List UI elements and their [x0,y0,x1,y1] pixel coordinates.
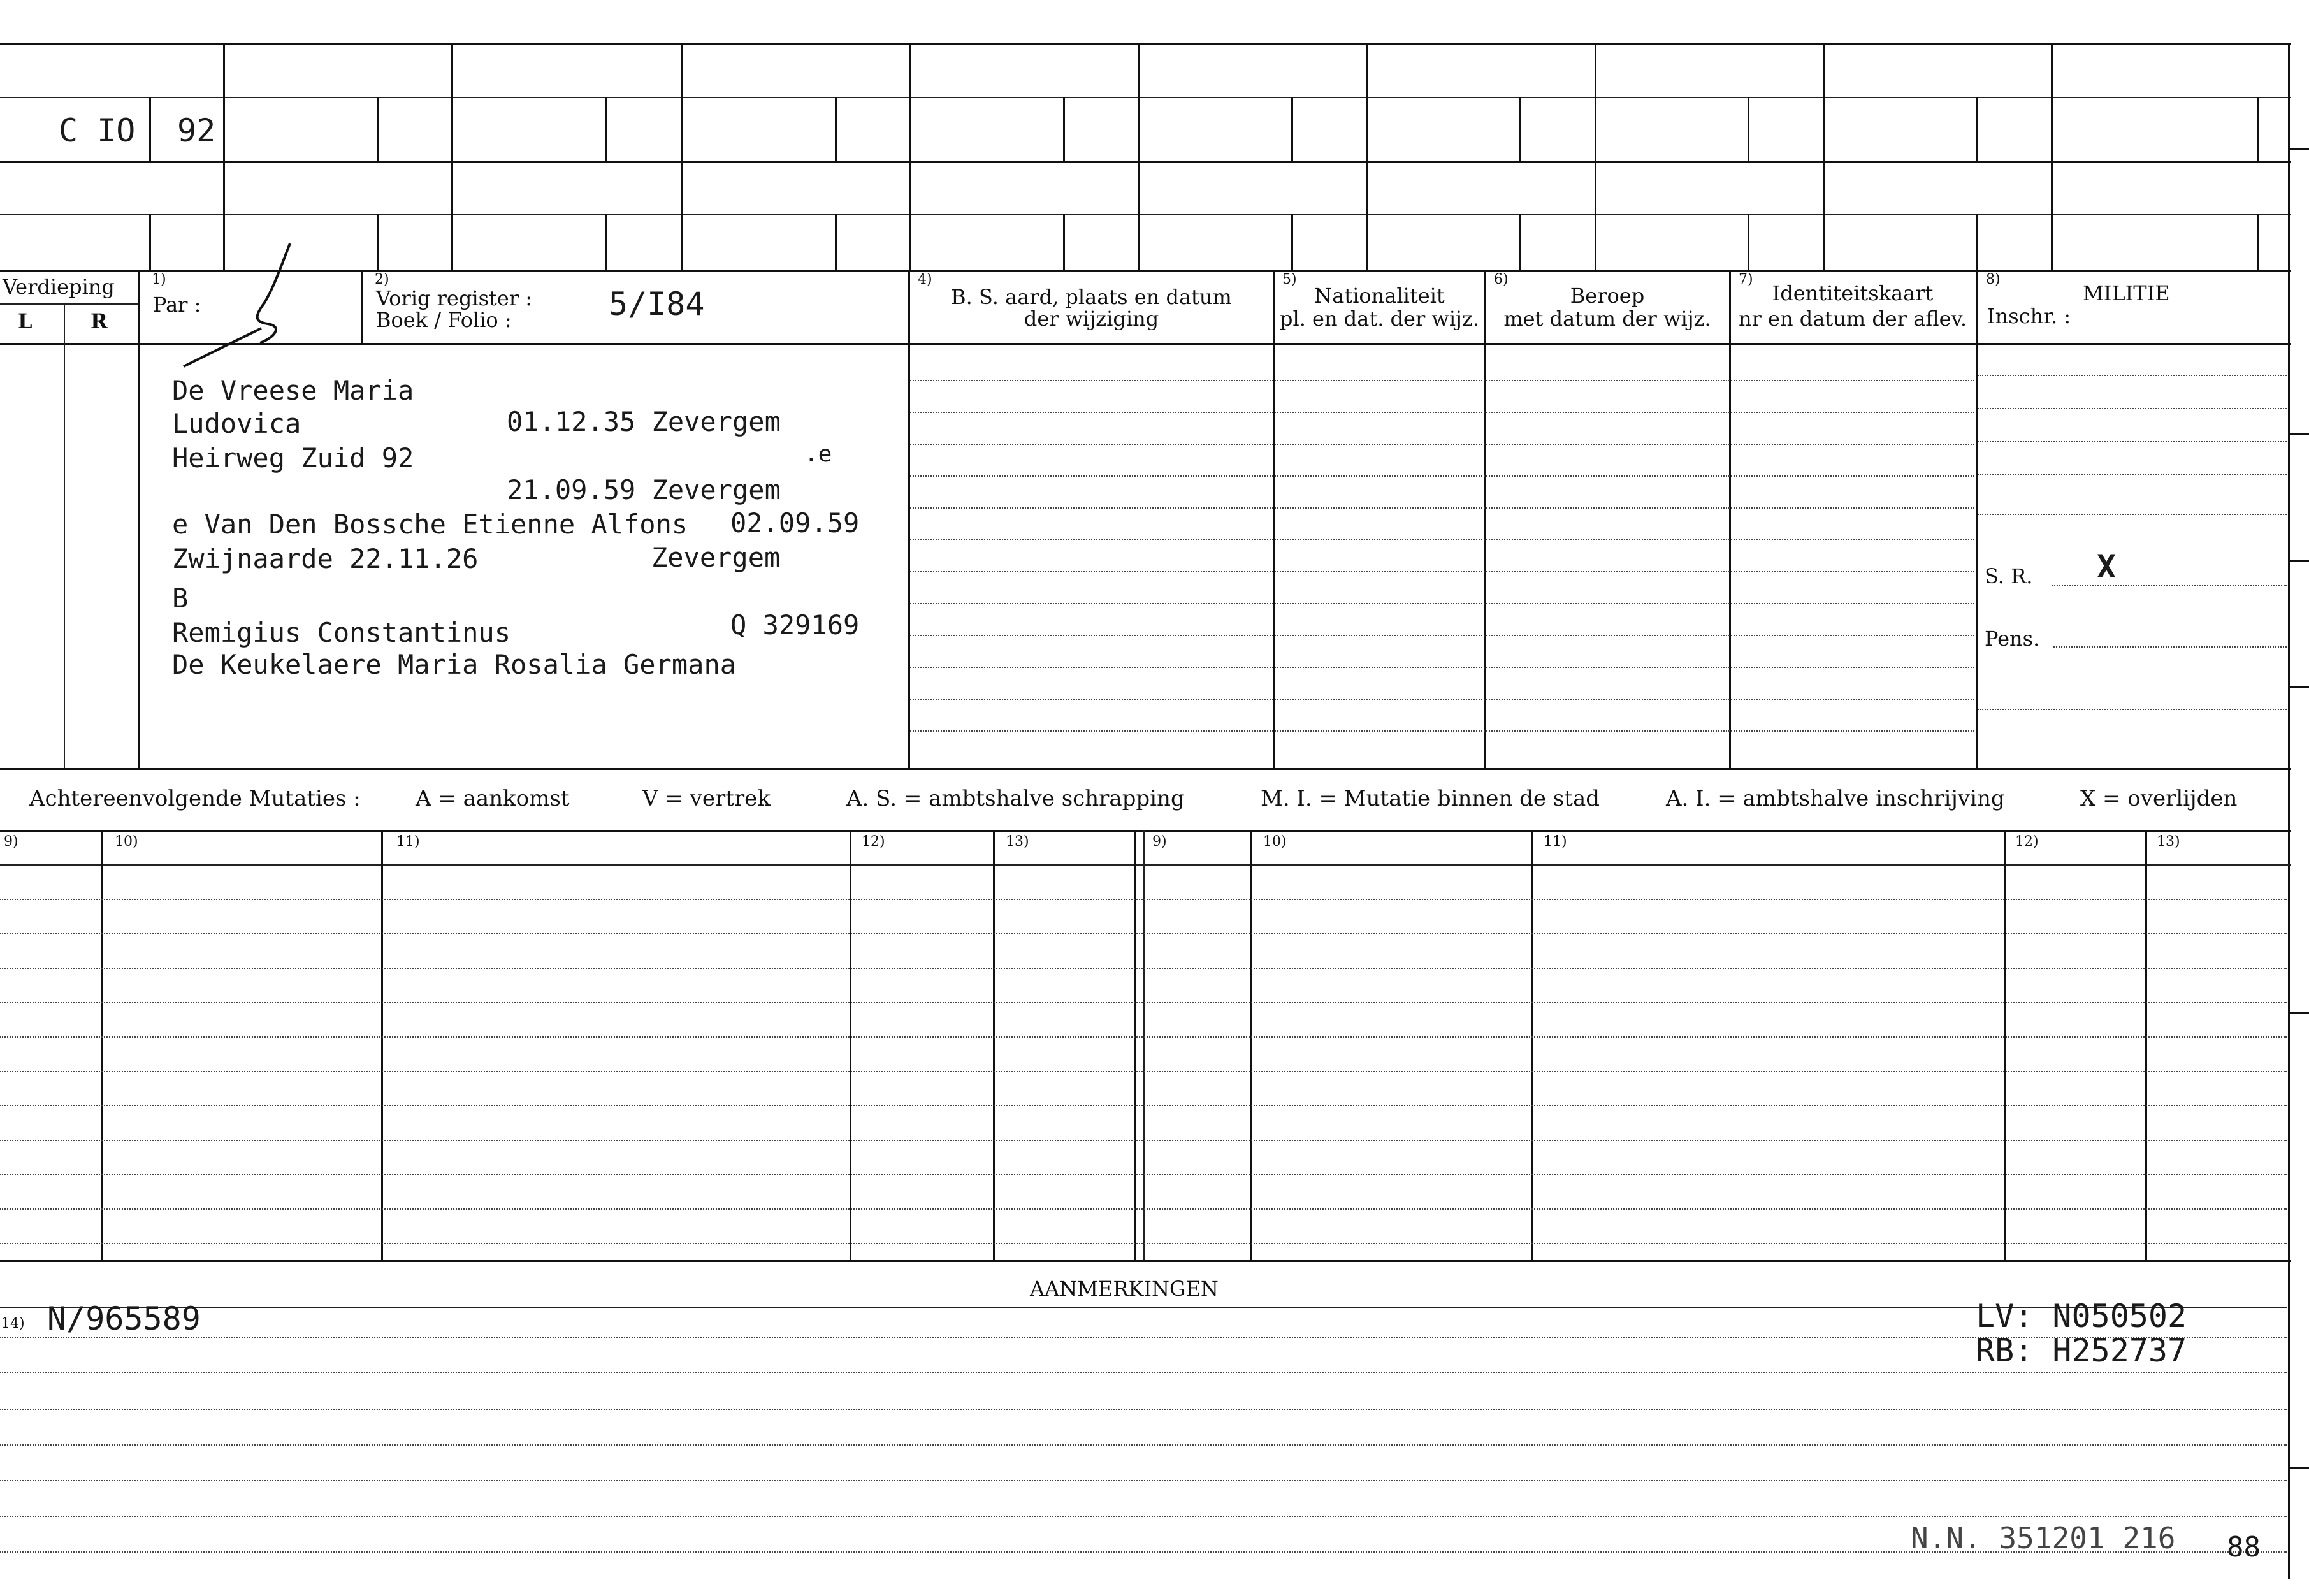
page-number: 88 [2227,1531,2261,1563]
grid-line [835,97,837,161]
remarks-title: AANMERKINGEN [1030,1277,1219,1301]
grid-line [223,43,225,270]
grid-line [1273,270,1275,768]
address: Heirweg Zuid 92 [172,442,414,474]
grid-line [0,864,2291,866]
pens-label: Pens. [1985,627,2040,651]
grid-line [377,97,379,161]
status-letter: B [172,583,189,614]
grid-line [1291,97,1293,161]
ruled-line [0,933,2287,934]
grid-line [0,43,2291,45]
verdieping-label: Verdieping [3,275,115,299]
grid-line [1063,97,1065,161]
grid-line [0,830,2291,832]
legend-vertrek: V = vertrek [642,786,771,811]
grid-line [2288,43,2290,1579]
grid-line [993,830,995,1260]
grid-line [1143,830,1145,1260]
field-number: 4) [918,272,932,287]
col-r-label: R [90,309,108,333]
person-name: De Vreese Maria [172,375,414,406]
father-name: Remigius Constantinus [172,617,511,648]
sr-label: S. R. [1985,564,2033,588]
militie-label: MILITIE [2083,281,2170,305]
grid-line [1748,97,1749,161]
grid-line [0,303,139,305]
legend-schrapping: A. S. = ambtshalve schrapping [846,786,1185,811]
register-number: 92 [177,112,216,149]
grid-line [0,343,2291,345]
grid-line [149,97,151,161]
ruled-line [0,899,2287,900]
grid-line [1138,43,1140,270]
edge-tick [2288,1467,2309,1469]
ruled-line [0,1243,2287,1244]
person-given-names: Ludovica [172,408,301,439]
ruled-line [1978,441,2287,442]
grid-line [361,270,363,343]
ruled-line [1978,408,2287,409]
bs-header-line2: der wijziging [1024,307,1159,331]
grid-line [605,97,607,161]
beroep-line1: Beroep [1570,284,1645,308]
n-reference: N/965589 [47,1300,201,1337]
col-number: 9) [4,834,18,850]
ruled-line [910,507,1974,509]
col-number: 12) [2015,834,2039,850]
grid-line [1748,214,1749,270]
legend-overlijden: X = overlijden [2080,786,2238,811]
ruled-line [1978,375,2287,376]
grid-line [451,43,453,270]
ruled-line [1978,709,2287,710]
grid-line [1729,270,1731,768]
boek-folio-label: Boek / Folio : [376,308,512,332]
grid-line [149,214,151,270]
grid-line [377,214,379,270]
grid-line [1250,830,1252,1260]
boek-folio-value: 5/I84 [609,286,705,323]
ruled-line [0,1036,2287,1038]
grid-line [0,1260,2291,1262]
grid-line [1976,97,1978,161]
grid-line [0,97,2291,98]
grid-line [101,830,103,1260]
grid-line [2145,830,2147,1260]
grid-line [1976,214,1978,270]
grid-line [1595,43,1596,270]
grid-line [64,303,65,768]
spouse-date: 02.09.59 [730,507,860,539]
col-number: 10) [1263,834,1287,850]
col-number: 10) [115,834,138,850]
rb-reference: RB: H252737 [1976,1332,2187,1369]
col-number: 13) [1006,834,1029,850]
ruled-line [0,1105,2287,1106]
ruled-line [910,380,1974,381]
ruled-line [0,1002,2287,1003]
ruled-line [0,1372,2287,1373]
col-number: 13) [2157,834,2180,850]
grid-line [1366,43,1368,270]
grid-line [1976,270,1978,768]
ruled-line [2053,646,2287,648]
grid-line [138,270,140,768]
field-number: 6) [1494,272,1509,287]
grid-line [908,270,910,768]
col-number: 12) [862,834,885,850]
national-number: N.N. 351201 216 [1911,1521,2176,1555]
ruled-line [910,412,1974,413]
ruled-line [910,444,1974,445]
field-number: 14) [1,1316,25,1331]
vorig-register-label: Vorig register : [376,286,533,310]
grid-line [1519,214,1521,270]
ruled-line [910,730,1974,732]
birth-date-place: 01.12.35 Zevergem [507,406,781,437]
grid-line [0,1307,2287,1308]
ruled-line [910,667,1974,668]
grid-line [381,830,383,1260]
nationaliteit-line2: pl. en dat. der wijz. [1279,307,1479,331]
grid-line [2004,830,2006,1260]
margin-mark: .e [804,441,832,467]
ruled-line [910,475,1974,477]
field-number: 8) [1986,272,2001,287]
grid-line [681,43,683,270]
ruled-line [0,1409,2287,1410]
ruled-line [1978,514,2287,515]
bs-header-line1: B. S. aard, plaats en datum [951,285,1232,309]
grid-line [1484,270,1486,768]
field-number: 2) [375,272,389,287]
edge-tick [2288,686,2309,688]
grid-line [605,214,607,270]
grid-line [0,270,2291,272]
grid-line [1823,43,1825,270]
spouse-birth: Zwijnaarde 22.11.26 [172,543,479,574]
spouse-name: e Van Den Bossche Etienne Alfons [172,509,688,540]
grid-line [850,830,851,1260]
edge-tick [2288,1012,2309,1014]
ruled-line [2052,585,2287,586]
ruled-line [0,1174,2287,1175]
inschr-label: Inschr. : [1987,304,2071,328]
ruled-line [0,1480,2287,1481]
reference-code: Q 329169 [730,609,860,641]
grid-line [1519,97,1521,161]
col-number: 11) [396,834,420,850]
grid-line [2051,43,2053,270]
grid-line [909,43,911,270]
field-number: 7) [1739,272,1753,287]
field-number: 5) [1282,272,1297,287]
ruled-line [910,571,1974,572]
ruled-line [0,968,2287,969]
grid-line [1531,830,1533,1260]
identiteitskaart-line2: nr en datum der aflev. [1738,307,1967,331]
ruled-line [1978,474,2287,475]
edge-tick [2288,148,2309,150]
ruled-line [0,1140,2287,1141]
grid-line [0,161,2291,163]
grid-line [2257,214,2259,270]
grid-line [1291,214,1293,270]
legend-inschrijving: A. I. = ambtshalve inschrijving [1666,786,2005,811]
grid-line [0,214,2291,215]
beroep-line2: met datum der wijz. [1503,307,1711,331]
ruled-line [0,1337,2287,1338]
grid-line [1063,214,1065,270]
par-label: Par : [153,293,201,317]
ruled-line [0,1516,2287,1517]
legend-aankomst: A = aankomst [416,786,570,811]
ruled-line [0,1208,2287,1210]
ruled-line [910,603,1974,604]
ruled-line [0,1444,2287,1446]
field-number: 1) [152,272,166,287]
grid-line [1134,830,1136,1260]
marriage-date-place: 21.09.59 Zevergem [507,474,781,505]
col-number: 9) [1152,834,1167,850]
ruled-line [910,699,1974,700]
grid-line [835,214,837,270]
register-code: C IO [59,112,136,149]
mother-name: De Keukelaere Maria Rosalia Germana [172,649,737,680]
legend-mutatie: M. I. = Mutatie binnen de stad [1261,786,1600,811]
ruled-line [910,635,1974,636]
col-number: 11) [1544,834,1567,850]
nationaliteit-line1: Nationaliteit [1314,284,1445,308]
sr-value: X [2097,548,2117,585]
legend-title: Achtereenvolgende Mutaties : [29,786,361,811]
identiteitskaart-line1: Identiteitskaart [1772,281,1934,305]
handwritten-paraph-mark [178,242,325,370]
ruled-line [910,539,1974,540]
grid-line [0,768,2291,770]
spouse-place: Zevergem [651,542,781,573]
edge-tick [2288,560,2309,562]
edge-tick [2288,433,2309,435]
col-l-label: L [18,309,33,333]
ruled-line [0,1071,2287,1072]
grid-line [2257,97,2259,161]
lv-reference: LV: N050502 [1976,1298,2187,1335]
